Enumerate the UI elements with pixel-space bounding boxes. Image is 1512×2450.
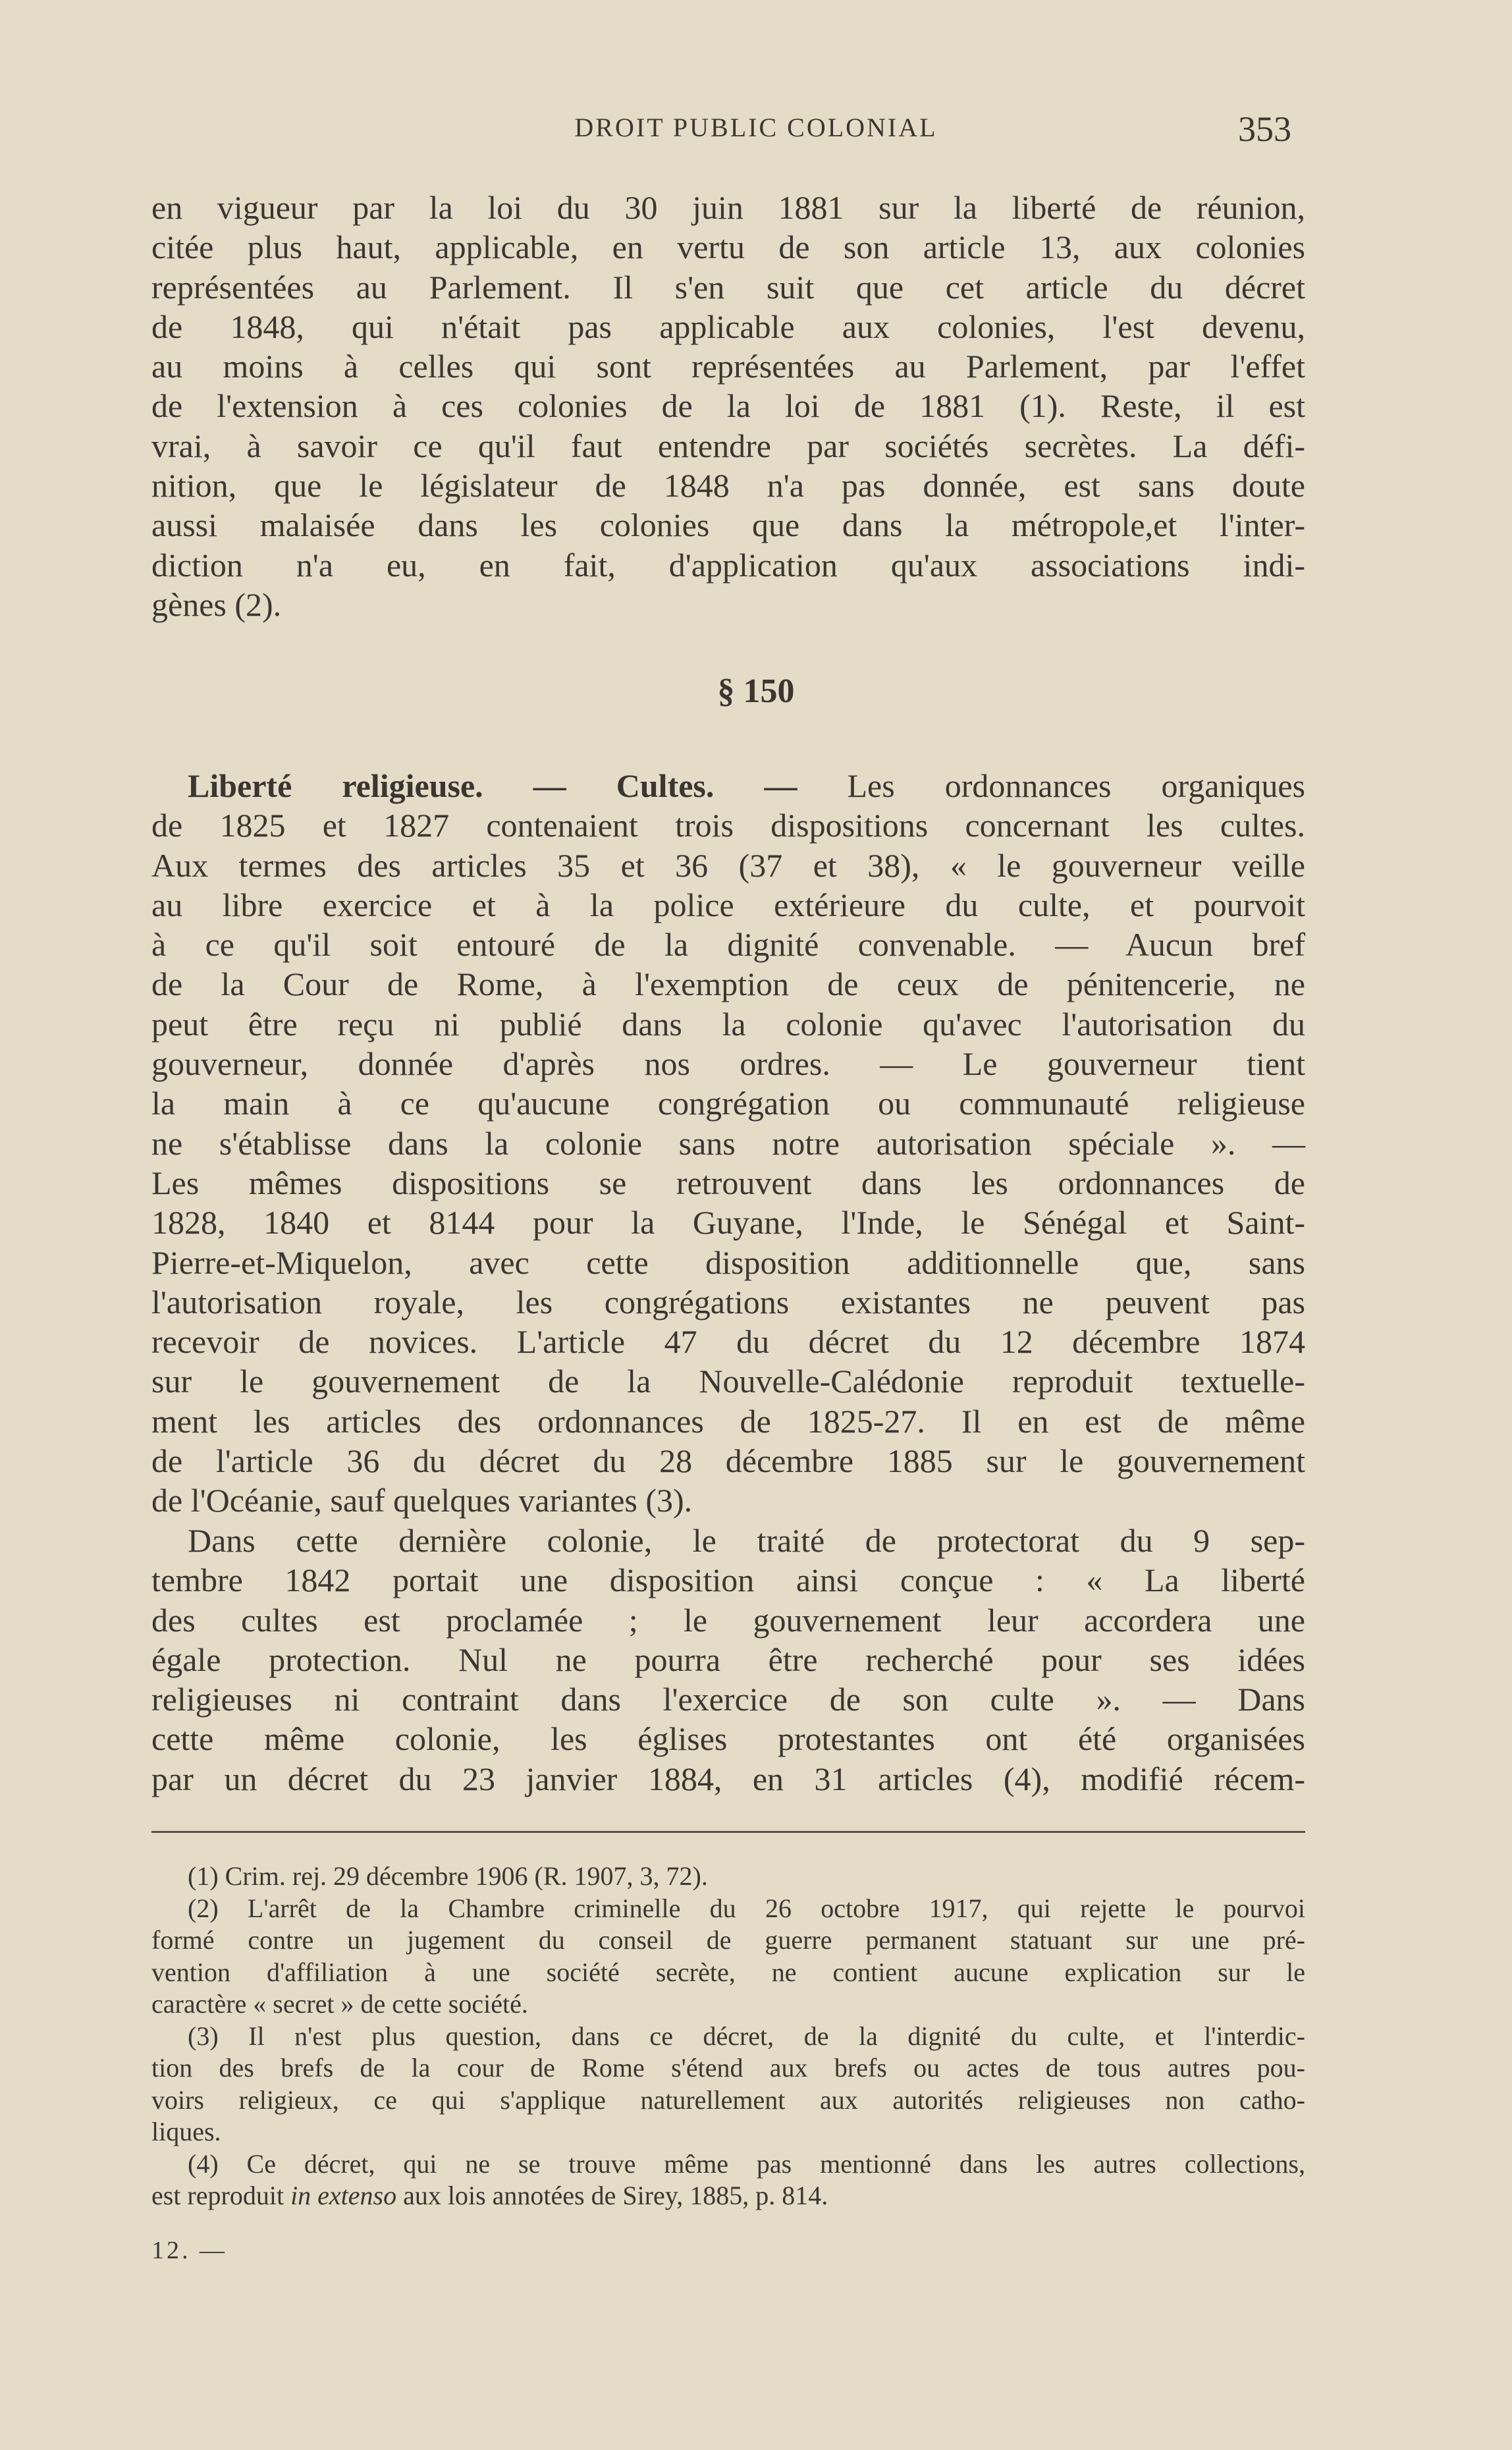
text-line: nition, que le législateur de 1848 n'a pas donnée, est sans doute [151, 467, 1305, 504]
footnote-line: est reproduit in extenso aux lois annotées de Sirey, 1885, p. 814. [151, 2181, 828, 2210]
paragraph-1 [151, 188, 1305, 624]
text-line: tembre 1842 portait une disposition ainsi conçue : « La liberté [151, 1562, 1305, 1599]
text-line: de l'extension à ces colonies de la loi de 1881 (1). Reste, il est [151, 387, 1305, 425]
text-line: de la Cour de Rome, à l'exemption de ceux de pénitencerie, ne [151, 966, 1305, 1003]
text-line: sur le gouvernement de la Nouvelle-Calédonie reproduit textuelle- [151, 1363, 1305, 1400]
text-line: vrai, à savoir ce qu'il faut entendre par sociétés secrètes. La défi- [151, 427, 1305, 464]
paragraph-heading: Liberté religieuse. — Cultes. — [188, 767, 797, 804]
text-line: de l'article 36 du décret du 28 décembre 1885 sur le gouvernement [151, 1442, 1305, 1480]
page-number: 353 [1238, 109, 1291, 149]
text-line: ne s'établisse dans la colonie sans notre autorisation spéciale ». — [151, 1124, 1305, 1162]
footnote-line: liques. [151, 2117, 221, 2146]
text-line: en vigueur par la loi du 30 juin 1881 sur la liberté de réunion, [151, 189, 1305, 226]
text-line: l'autorisation royale, les congrégations existantes ne peuvent pas [151, 1283, 1305, 1320]
paragraph-2 [151, 766, 1305, 1521]
text-line: de l'Océanie, sauf quelques variantes (3). [151, 1482, 693, 1519]
footnote-line: formé contre un jugement du conseil de guerre permanent statuant sur une pré- [151, 1925, 1305, 1955]
footnote-line: (1) Crim. rej. 29 décembre 1906 (R. 1907, 3, 72). [188, 1861, 708, 1891]
text-line: Les mêmes dispositions se retrouvent dans les ordonnances de [151, 1164, 1305, 1201]
text-line: religieuses ni contraint dans l'exercice de son culte ». — Dans [151, 1681, 1305, 1718]
text-line: cette même colonie, les églises protestantes ont été organisées [151, 1720, 1305, 1758]
text-line: aussi malaisée dans les colonies que dans la métropole,et l'inter- [151, 506, 1305, 544]
text-line: 1828, 1840 et 8144 pour la Guyane, l'Inde, le Sénégal et Saint- [151, 1204, 1305, 1241]
text-line: la main à ce qu'aucune congrégation ou communauté religieuse [151, 1085, 1305, 1122]
text-line: à ce qu'il soit entouré de la dignité convenable. — Aucun bref [151, 926, 1305, 964]
text-line: recevoir de novices. L'article 47 du décret du 12 décembre 1874 [151, 1323, 1305, 1361]
text-line: égale protection. Nul ne pourra être recherché pour ses idées [151, 1641, 1305, 1678]
text-line: par un décret du 23 janvier 1884, en 31 articles (4), modifié récem- [151, 1760, 1305, 1797]
text-line: Dans cette dernière colonie, le traité de protectorat du 9 sep- [188, 1522, 1305, 1559]
footnote-line: tion des brefs de la cour de Rome s'étend aux brefs ou actes de tous autres pou- [151, 2053, 1305, 2082]
text-line: Les ordonnances organiques [847, 767, 1305, 804]
footnote-line: vention d'affiliation à une société secrète, ne contient aucune explication sur le [151, 1957, 1305, 1987]
text-line: peut être reçu ni publié dans la colonie qu'avec l'autorisation du [151, 1005, 1305, 1043]
footnote-divider [151, 1831, 1305, 1833]
text-line: au libre exercice et à la police extérieure du culte, et pourvoit [151, 886, 1305, 923]
text-line: diction n'a eu, en fait, d'application qu'aux associations indi- [151, 546, 1305, 584]
section-heading: § 150 [717, 672, 795, 710]
signature-mark: 12. — [151, 2237, 227, 2264]
text-line: au moins à celles qui sont représentées au Parlement, par l'effet [151, 348, 1305, 385]
text-line: ment les articles des ordonnances de 1825-27. Il en est de même [151, 1402, 1305, 1440]
footnote-line: (3) Il n'est plus question, dans ce décret, de la dignité du culte, et l'interdic- [188, 2021, 1305, 2051]
text-line: Pierre-et-Miquelon, avec cette disposition additionnelle que, sans [151, 1243, 1305, 1281]
text-line: gouverneur, donnée d'après nos ordres. — Le gouverneur tient [151, 1045, 1305, 1083]
running-title: DROIT PUBLIC COLONIAL [574, 113, 938, 142]
text-line: gènes (2). [151, 585, 282, 623]
footnote-line: (4) Ce décret, qui ne se trouve même pas mentionné dans les autres collections, [188, 2148, 1305, 2179]
text-line: Aux termes des articles 35 et 36 (37 et 38), « le gouverneur veille [151, 846, 1305, 884]
text-line: des cultes est proclamée ; le gouvernement leur accordera une [151, 1601, 1305, 1639]
text-line: de 1825 et 1827 contenaient trois dispositions concernant les cultes. [151, 807, 1305, 844]
paragraph-3 [151, 1521, 1305, 1799]
text-line: de 1848, qui n'était pas applicable aux colonies, l'est devenu, [151, 308, 1305, 345]
footnote-line: voirs religieux, ce qui s'applique naturellement aux autorités religieuses non catho- [151, 2084, 1305, 2115]
footnote-line: (2) L'arrêt de la Chambre criminelle du 26 octobre 1917, qui rejette le pourvoi [188, 1893, 1305, 1923]
footnotes [151, 1861, 1305, 2212]
text-line: représentées au Parlement. Il s'en suit que cet article du décret [151, 268, 1305, 306]
text-line: citée plus haut, applicable, en vertu de son article 13, aux colonies [151, 229, 1305, 266]
text-line [151, 766, 1305, 805]
italic-phrase: in extenso [290, 2181, 397, 2210]
footnote-line: caractère « secret » de cette société. [151, 1989, 528, 2019]
